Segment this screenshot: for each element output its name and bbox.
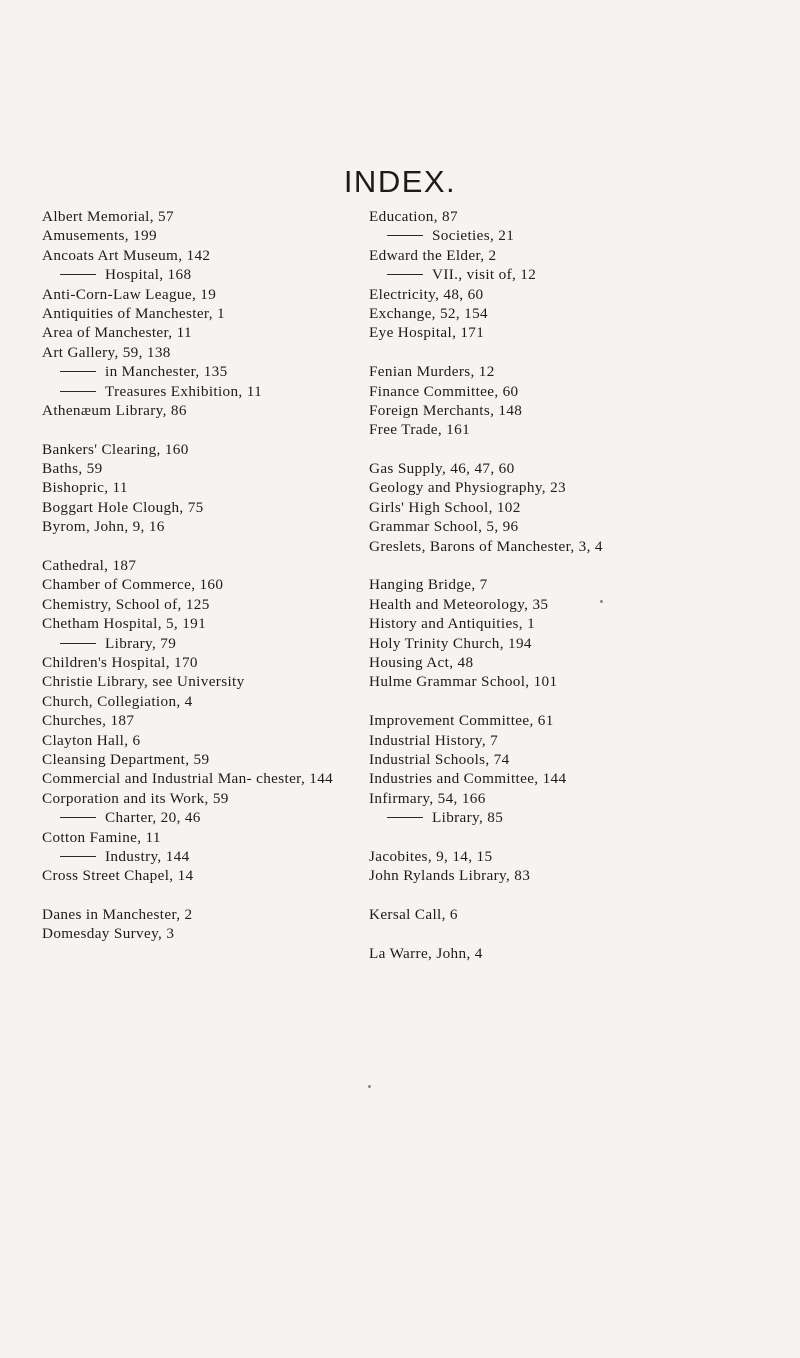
index-entry	[369, 362, 789, 381]
ditto-dash	[60, 856, 96, 857]
ditto-dash	[60, 391, 96, 392]
index-entry	[42, 440, 387, 459]
index-entry-text: Charter, 20, 46	[105, 809, 201, 827]
index-entry	[42, 789, 387, 808]
index-entry	[369, 382, 789, 401]
ditto-dash	[60, 643, 96, 644]
index-entry	[42, 731, 387, 750]
index-entry	[42, 478, 387, 497]
index-entry-text: Fenian Murders, 12	[369, 363, 495, 381]
index-entry	[369, 750, 789, 769]
index-entry	[42, 226, 387, 245]
index-entry	[42, 769, 387, 788]
index-section-gap	[42, 886, 387, 905]
index-column-left	[42, 207, 387, 944]
index-entry-text: Christie Library, see University	[42, 673, 245, 691]
index-entry	[42, 672, 387, 691]
index-entry-text: History and Antiquities, 1	[369, 615, 536, 633]
index-entry-text: Gas Supply, 46, 47, 60	[369, 460, 515, 478]
index-entry	[369, 323, 789, 342]
index-entry	[42, 575, 387, 594]
index-entry-text: Bishopric, 11	[42, 479, 128, 497]
index-entry	[369, 246, 789, 265]
index-entry	[42, 304, 387, 323]
index-entry-text: Foreign Merchants, 148	[369, 401, 523, 419]
index-section-gap	[42, 420, 387, 439]
index-entry-text: Albert Memorial, 57	[42, 208, 174, 225]
index-entry-text: Industry, 144	[105, 847, 190, 865]
index-entry-text: Library, 85	[432, 809, 504, 827]
index-entry-text: Cathedral, 187	[42, 557, 137, 575]
index-entry	[42, 285, 387, 304]
index-section-gap	[369, 440, 789, 459]
index-entry-text: Bankers' Clearing, 160	[42, 440, 189, 458]
index-section-gap	[42, 537, 387, 556]
index-entry	[369, 575, 789, 594]
index-section-gap	[369, 692, 789, 711]
index-entry	[369, 517, 789, 536]
index-entry-text: Hospital, 168	[105, 266, 192, 284]
index-entry	[42, 323, 387, 342]
index-entry-text: Education, 87	[369, 208, 458, 225]
index-entry-text: Edward the Elder, 2	[369, 246, 497, 264]
index-entry-text: Cleansing Department, 59	[42, 750, 210, 768]
index-entry-text: Kersal Call, 6	[369, 906, 458, 924]
index-entry-text: Commercial and Industrial Man- chester, 144	[42, 770, 334, 788]
index-entry-text: Chamber of Commerce, 160	[42, 576, 224, 594]
index-section-gap	[369, 828, 789, 847]
index-entry-text: Industries and Committee, 144	[369, 770, 567, 788]
index-entry-text: Hanging Bridge, 7	[369, 576, 488, 594]
index-entry-text: Free Trade, 161	[369, 421, 471, 439]
index-entry-text: Holy Trinity Church, 194	[369, 634, 532, 652]
index-entry-text: Antiquities of Manchester, 1	[42, 304, 225, 322]
index-entry	[42, 498, 387, 517]
index-entry-text: Industrial History, 7	[369, 731, 499, 749]
index-entry-text: Domesday Survey, 3	[42, 925, 175, 943]
paper-speck	[368, 1085, 371, 1088]
index-subentry	[42, 265, 387, 284]
index-entry-text: La Warre, John, 4	[369, 944, 483, 962]
index-entry-text: Exchange, 52, 154	[369, 304, 488, 322]
index-entry-text: Treasures Exhibition, 11	[105, 382, 263, 400]
index-entry	[369, 401, 789, 420]
index-entry	[369, 866, 789, 885]
index-section-gap	[369, 886, 789, 905]
index-entry	[42, 246, 387, 265]
index-entry	[369, 304, 789, 323]
index-entry-text: Area of Manchester, 11	[42, 324, 192, 342]
index-entry	[42, 905, 387, 924]
index-entry-text: Eye Hospital, 171	[369, 324, 485, 342]
index-entry-text: Church, Collegiation, 4	[42, 692, 193, 710]
index-entry-text: Cotton Famine, 11	[42, 828, 161, 846]
index-entry	[369, 420, 789, 439]
index-entry	[369, 498, 789, 517]
index-section-gap	[369, 924, 789, 943]
index-subentry	[42, 808, 387, 827]
index-entry-text: in Manchester, 135	[105, 363, 228, 381]
index-entry-text: Clayton Hall, 6	[42, 731, 141, 749]
index-section-gap	[369, 343, 789, 362]
index-entry	[42, 711, 387, 730]
index-entry-text: Industrial Schools, 74	[369, 750, 510, 768]
index-entry-text: Baths, 59	[42, 460, 103, 478]
index-entry-text: Art Gallery, 59, 138	[42, 343, 171, 361]
index-subentry	[369, 226, 789, 245]
index-entry-text: Jacobites, 9, 14, 15	[369, 847, 493, 865]
index-entry	[369, 653, 789, 672]
index-entry	[369, 285, 789, 304]
index-entry-text: Geology and Physiography, 23	[369, 479, 566, 497]
index-entry	[42, 828, 387, 847]
index-entry-text: Children's Hospital, 170	[42, 653, 198, 671]
index-entry	[369, 711, 789, 730]
index-entry-text: Societies, 21	[432, 227, 515, 245]
index-entry	[42, 343, 387, 362]
index-entry	[369, 595, 789, 614]
index-column-right	[369, 207, 789, 963]
ditto-dash	[60, 371, 96, 372]
index-entry-text: Boggart Hole Clough, 75	[42, 498, 204, 516]
index-entry-text: Grammar School, 5, 96	[369, 518, 519, 536]
index-entry	[369, 459, 789, 478]
index-entry-text: Amusements, 199	[42, 227, 157, 245]
index-entry	[42, 614, 387, 633]
index-entry-text: Library, 79	[105, 634, 177, 652]
index-entry	[369, 731, 789, 750]
index-entry	[42, 556, 387, 575]
index-subentry	[42, 382, 387, 401]
index-subentry	[42, 634, 387, 653]
index-section-gap	[369, 556, 789, 575]
ditto-dash	[387, 817, 423, 818]
index-entry	[42, 207, 387, 226]
index-entry	[42, 401, 387, 420]
index-entry	[369, 614, 789, 633]
index-entry	[42, 459, 387, 478]
index-entry-text: Greslets, Barons of Manchester, 3, 4	[369, 537, 603, 555]
ditto-dash	[60, 274, 96, 275]
index-entry	[42, 692, 387, 711]
index-entry-text: Chemistry, School of, 125	[42, 595, 210, 613]
index-entry-text: Churches, 187	[42, 712, 135, 730]
index-entry-text: Infirmary, 54, 166	[369, 789, 486, 807]
index-entry-text: Hulme Grammar School, 101	[369, 673, 558, 691]
index-entry	[42, 653, 387, 672]
index-subentry	[369, 808, 789, 827]
index-entry	[369, 672, 789, 691]
index-entry	[42, 924, 387, 943]
ditto-dash	[387, 235, 423, 236]
index-subentry	[369, 265, 789, 284]
index-entry	[42, 517, 387, 536]
paper-speck	[600, 600, 603, 603]
index-entry-text: Anti-Corn-Law League, 19	[42, 285, 217, 303]
index-entry-text: VII., visit of, 12	[432, 266, 537, 284]
index-entry-text: John Rylands Library, 83	[369, 867, 531, 885]
index-entry	[42, 866, 387, 885]
ditto-dash	[387, 274, 423, 275]
index-entry-text: Chetham Hospital, 5, 191	[42, 615, 207, 633]
index-entry	[369, 769, 789, 788]
index-entry	[42, 595, 387, 614]
index-entry	[369, 537, 789, 556]
index-entry	[369, 847, 789, 866]
index-entry-text: Ancoats Art Museum, 142	[42, 246, 211, 264]
index-entry	[369, 944, 789, 963]
index-entry	[369, 905, 789, 924]
index-entry	[42, 750, 387, 769]
index-entry-text: Health and Meteorology, 35	[369, 595, 549, 613]
ditto-dash	[60, 817, 96, 818]
index-entry	[369, 634, 789, 653]
index-entry-text: Cross Street Chapel, 14	[42, 867, 194, 885]
index-entry-text: Athenæum Library, 86	[42, 401, 187, 419]
index-subentry	[42, 847, 387, 866]
index-entry-text: Girls' High School, 102	[369, 498, 521, 516]
index-entry-text: Byrom, John, 9, 16	[42, 518, 165, 536]
index-entry-text: Finance Committee, 60	[369, 382, 519, 400]
index-entry	[369, 478, 789, 497]
index-entry-text: Corporation and its Work, 59	[42, 789, 229, 807]
page-title: INDEX.	[343, 164, 457, 199]
index-entry	[369, 207, 789, 226]
index-entry-text: Housing Act, 48	[369, 653, 474, 671]
index-entry	[369, 789, 789, 808]
index-entry-text: Improvement Committee, 61	[369, 712, 554, 730]
index-entry-text: Electricity, 48, 60	[369, 285, 484, 303]
index-entry-text: Danes in Manchester, 2	[42, 906, 193, 924]
index-subentry	[42, 362, 387, 381]
